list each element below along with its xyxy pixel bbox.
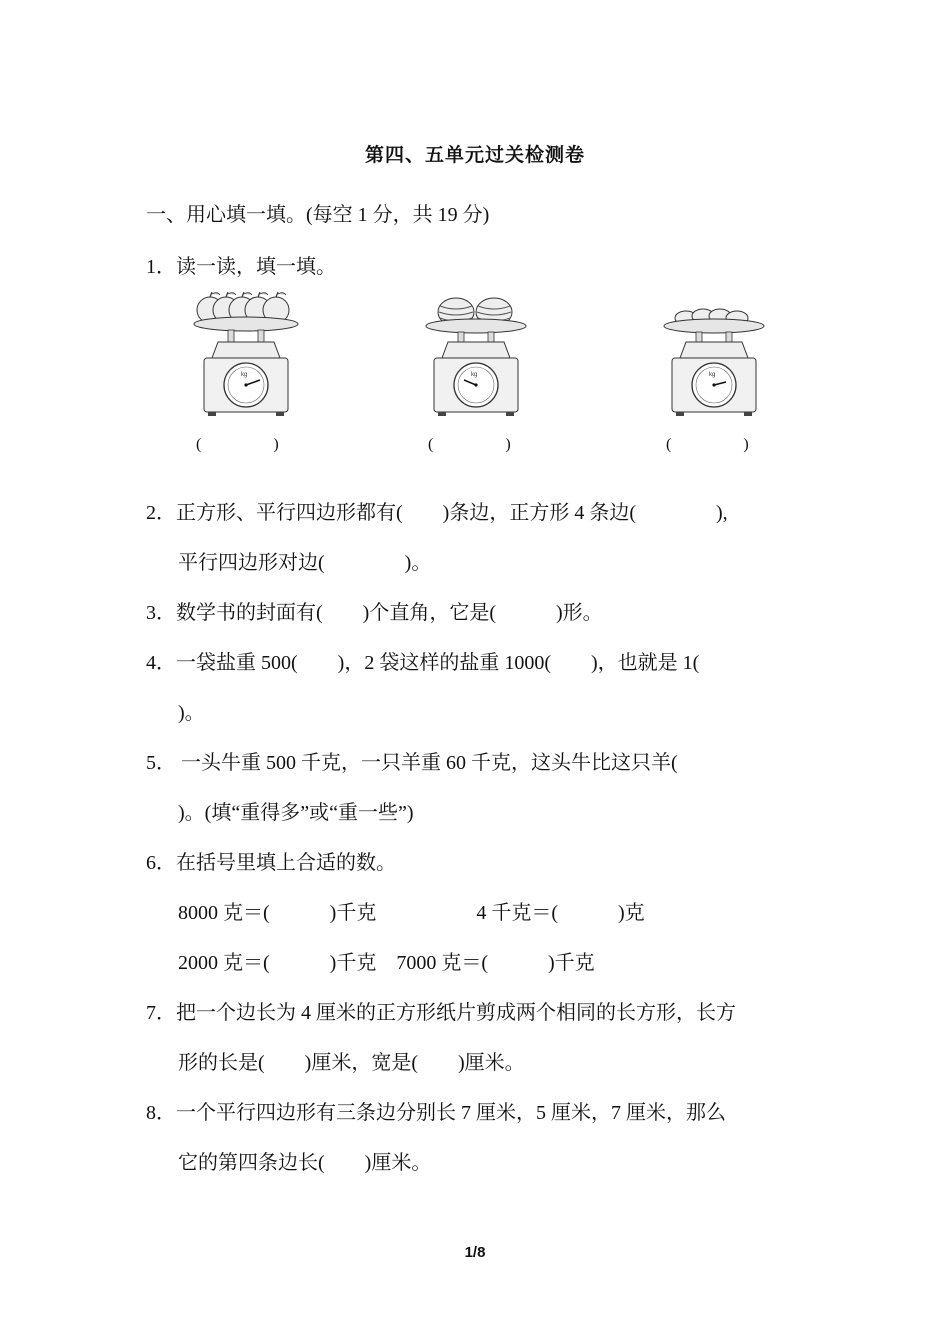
section-heading: 一、用心填一填。(每空 1 分，共 19 分): [146, 204, 490, 226]
answer-blank-3[interactable]: ( ): [666, 436, 749, 453]
question-7-line-1: 7．把一个边长为 4 厘米的正方形纸片剪成两个相同的长方形，长方: [146, 1002, 736, 1024]
question-2-line-1: 2．正方形、平行四边形都有( )条边，正方形 4 条边( ),: [146, 502, 728, 524]
dial-unit-label: kg: [241, 372, 248, 378]
dial-unit-label: kg: [709, 372, 716, 378]
scales-illustration: [0, 288, 950, 418]
answer-blank-2[interactable]: ( ): [428, 436, 511, 453]
question-2-line-2: 平行四边形对边( )。: [178, 552, 432, 574]
question-6-line-2: 8000 克＝( )千克 4 千克＝( )克: [178, 902, 645, 924]
question-5-line-1: 5． 一头牛重 500 千克，一只羊重 60 千克，这头牛比这只羊(: [146, 752, 678, 774]
question-4-line-1: 4．一袋盐重 500( )，2 袋这样的盐重 1000( )，也就是 1(: [146, 652, 700, 674]
question-7-line-2: 形的长是( )厘米，宽是( )厘米。: [178, 1052, 525, 1074]
question-6-line-1: 6．在括号里填上合适的数。: [146, 852, 396, 874]
question-6-line-3: 2000 克＝( )千克 7000 克＝( )千克: [178, 952, 595, 974]
question-1: 1．读一读，填一填。: [146, 256, 336, 278]
scale-watermelons: [418, 288, 538, 418]
answer-blank-1[interactable]: ( ): [196, 436, 279, 453]
page-number: 1/8: [464, 1244, 486, 1261]
question-5-line-2: )。(填“重得多”或“重一些”): [178, 802, 414, 824]
question-3: 3．数学书的封面有( )个直角，它是( )形。: [146, 602, 603, 624]
dial-unit-label: kg: [471, 372, 478, 378]
question-8-line-1: 8．一个平行四边形有三条边分别长 7 厘米，5 厘米，7 厘米，那么: [146, 1102, 726, 1124]
page-title: 第四、五单元过关检测卷: [364, 145, 585, 166]
question-4-line-2: )。: [178, 702, 205, 724]
question-8-line-2: 它的第四条边长( )厘米。: [178, 1152, 432, 1174]
scale-apples: [188, 288, 308, 418]
scale-eggs: [656, 288, 776, 418]
